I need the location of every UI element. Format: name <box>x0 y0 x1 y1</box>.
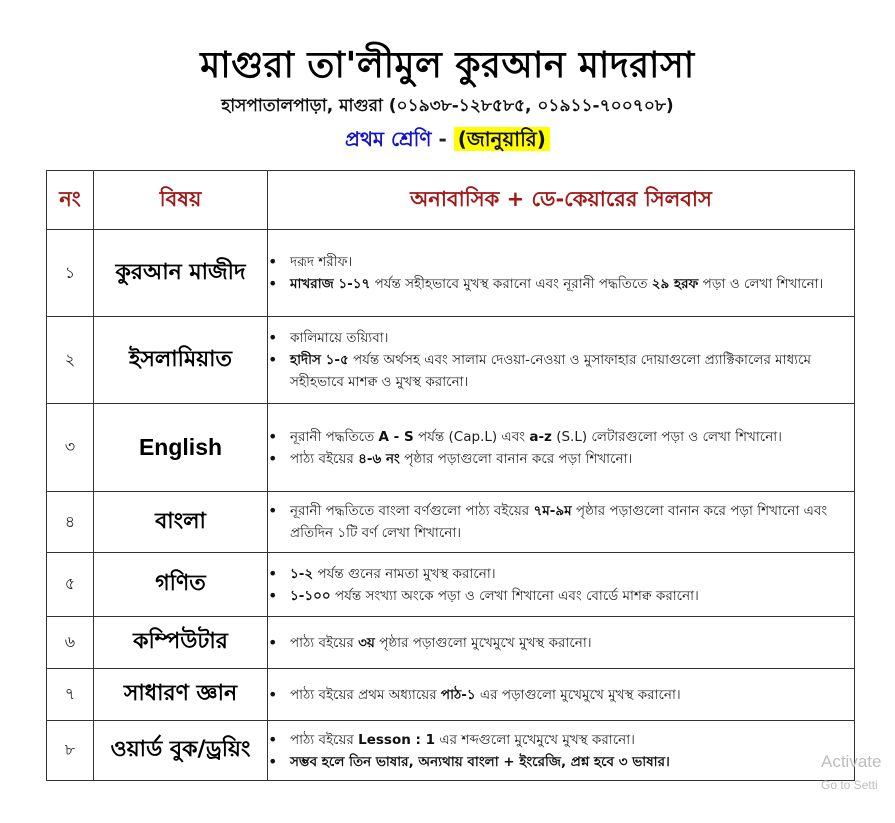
table-row <box>47 492 855 553</box>
list-item <box>290 684 854 706</box>
row-number: ৩ <box>47 404 94 492</box>
row-syllabus <box>268 317 855 404</box>
bold-text: ১-১০০ <box>290 587 331 604</box>
item-text: কালিমায়ে তয়্যিবা। <box>290 330 389 346</box>
item-text: পাঠ্য বইয়ের <box>290 634 359 651</box>
header-syllabus: অনাবাসিক + ডে-কেয়ারের সিলবাস <box>268 171 855 230</box>
syllabus-list <box>268 684 854 706</box>
syllabus-list <box>268 729 854 773</box>
bold-text: ৩য় <box>358 634 375 651</box>
activation-watermark: Activate <box>821 752 882 771</box>
bold-text: হাদীস ১-৫ <box>290 352 349 368</box>
row-number: ৮ <box>47 721 94 781</box>
item-text: পৃষ্ঠার পড়াগুলো মুখেমুখে মুখস্থ করানো। <box>374 634 592 651</box>
item-text: পর্যন্ত (Cap.L) এবং <box>413 428 530 445</box>
header-subject: বিষয় <box>94 171 268 230</box>
item-text: (S.L) লেটারগুলো পড়া ও লেখা শিখানো। <box>551 428 782 445</box>
row-subject: English <box>94 404 268 492</box>
item-text: এর শব্দগুলো মুখেমুখে মুখস্থ করানো। <box>435 731 635 748</box>
row-syllabus <box>268 404 855 492</box>
row-syllabus <box>268 553 855 617</box>
item-text: পর্যন্ত গুনের নামতা মুখস্থ করানো। <box>313 565 496 582</box>
row-subject: ওয়ার্ড বুক/ড্রয়িং <box>94 721 268 781</box>
bold-text: ৪-৬ নং <box>358 450 400 467</box>
page-title: মাগুরা তা'লীমুল কুরআন মাদরাসা <box>200 45 695 86</box>
row-number: ৪ <box>47 492 94 553</box>
list-item <box>290 563 854 585</box>
syllabus-list <box>268 500 854 544</box>
list-item <box>290 585 854 607</box>
activation-watermark-sub: Go to Setti <box>821 778 878 792</box>
syllabus-list <box>268 251 854 295</box>
list-item <box>290 426 854 448</box>
item-text: পাঠ্য বইয়ের <box>290 731 359 748</box>
list-item <box>290 273 854 295</box>
row-number: ৭ <box>47 669 94 721</box>
item-text: দরূদ শরীফ। <box>290 254 353 270</box>
month-label: (জানুয়ারি) <box>454 127 550 151</box>
row-subject: বাংলা <box>94 492 268 553</box>
bold-text: মাখরাজ ১-১৭ <box>290 276 371 292</box>
address-line: হাসপাতালপাড়া, মাগুরা (০১৯৩৮-১২৮৫৮৫, ০১৯১১-৭০০৭০৮) <box>221 96 674 116</box>
row-subject: সাধারণ জ্ঞান <box>94 669 268 721</box>
item-text: পর্যন্ত অর্থসহ এবং সালাম দেওয়া-নেওয়া ও মুসাফাহার দোয়াগুলো প্র্যাক্টিকালের মাধ্যমে সহীহভাবে মাশক্ব ও মুখস্থ করানো। <box>290 352 811 390</box>
syllabus-body <box>47 230 855 781</box>
row-subject: গণিত <box>94 553 268 617</box>
row-subject: ইসলামিয়াত <box>94 317 268 404</box>
list-item <box>290 251 854 273</box>
item-text: পর্যন্ত সহীহভাবে মুখস্থ করানো এবং নূরানী পদ্ধতিতে <box>370 276 652 292</box>
item-text: পাঠ্য বইয়ের <box>290 450 359 467</box>
table-row <box>47 617 855 669</box>
list-item <box>290 349 854 393</box>
item-text: পাঠ্য বইয়ের প্রথম অধ্যায়ের <box>290 686 441 703</box>
syllabus-table <box>46 170 855 781</box>
bold-text: ২৯ হরফ <box>651 276 699 292</box>
list-item <box>290 729 854 751</box>
item-text: পর্যন্ত সংখ্যা অংকে পড়া ও লেখা শিখানো এবং বোর্ডে মাশক্ব করানো। <box>330 587 699 604</box>
row-number: ৫ <box>47 553 94 617</box>
item-text: এর পড়াগুলো মুখেমুখে মুখস্থ করানো। <box>475 686 681 703</box>
row-subject: কুরআন মাজীদ <box>94 230 268 317</box>
table-row <box>47 553 855 617</box>
row-syllabus <box>268 669 855 721</box>
bold-text: a-z <box>529 428 552 445</box>
bold-text: Lesson : 1 <box>358 731 436 748</box>
item-text: পৃষ্ঠার পড়াগুলো বানান করে পড়া শিখানো এবং প্রতিদিন ১টি বর্ণ লেখা শিখানো। <box>290 503 828 541</box>
class-label: প্রথম শ্রেণি <box>345 127 432 151</box>
syllabus-list <box>268 327 854 393</box>
bold-text: A - S <box>378 428 414 445</box>
bold-text: ১-২ <box>290 565 314 582</box>
row-number: ১ <box>47 230 94 317</box>
row-syllabus <box>268 721 855 781</box>
list-item <box>290 327 854 349</box>
item-text: পৃষ্ঠার পড়াগুলো বানান করে পড়া শিখানো। <box>399 450 633 467</box>
bold-text: সম্ভব হলে তিন ভাষার, অন্যথায় বাংলা + ইংরেজি, প্রশ্ন হবে ৩ ভাষার। <box>290 753 670 770</box>
table-row <box>47 230 855 317</box>
class-line <box>0 125 895 158</box>
list-item <box>290 751 854 773</box>
table-row <box>47 669 855 721</box>
item-text: নূরানী পদ্ধতিতে বাংলা বর্ণগুলো পাঠ্য বইয়ের <box>290 503 534 519</box>
item-text: পড়া ও লেখা শিখানো। <box>698 276 824 292</box>
syllabus-list <box>268 632 854 654</box>
row-syllabus <box>268 492 855 553</box>
bold-text: পাঠ-১ <box>440 686 476 703</box>
table-row <box>47 317 855 404</box>
table-header-row <box>47 171 855 230</box>
row-syllabus <box>268 230 855 317</box>
list-item <box>290 448 854 470</box>
table-row <box>47 721 855 781</box>
syllabus-list <box>268 563 854 607</box>
syllabus-list <box>268 426 854 470</box>
list-item <box>290 632 854 654</box>
list-item <box>290 500 854 544</box>
bold-text: ৭ম-৯ম <box>533 503 572 519</box>
row-number: ২ <box>47 317 94 404</box>
class-separator: - <box>438 127 447 151</box>
item-text: নূরানী পদ্ধতিতে <box>290 428 379 445</box>
table-row <box>47 404 855 492</box>
row-number: ৬ <box>47 617 94 669</box>
row-syllabus <box>268 617 855 669</box>
header-number: নং <box>47 171 94 230</box>
row-subject: কম্পিউটার <box>94 617 268 669</box>
